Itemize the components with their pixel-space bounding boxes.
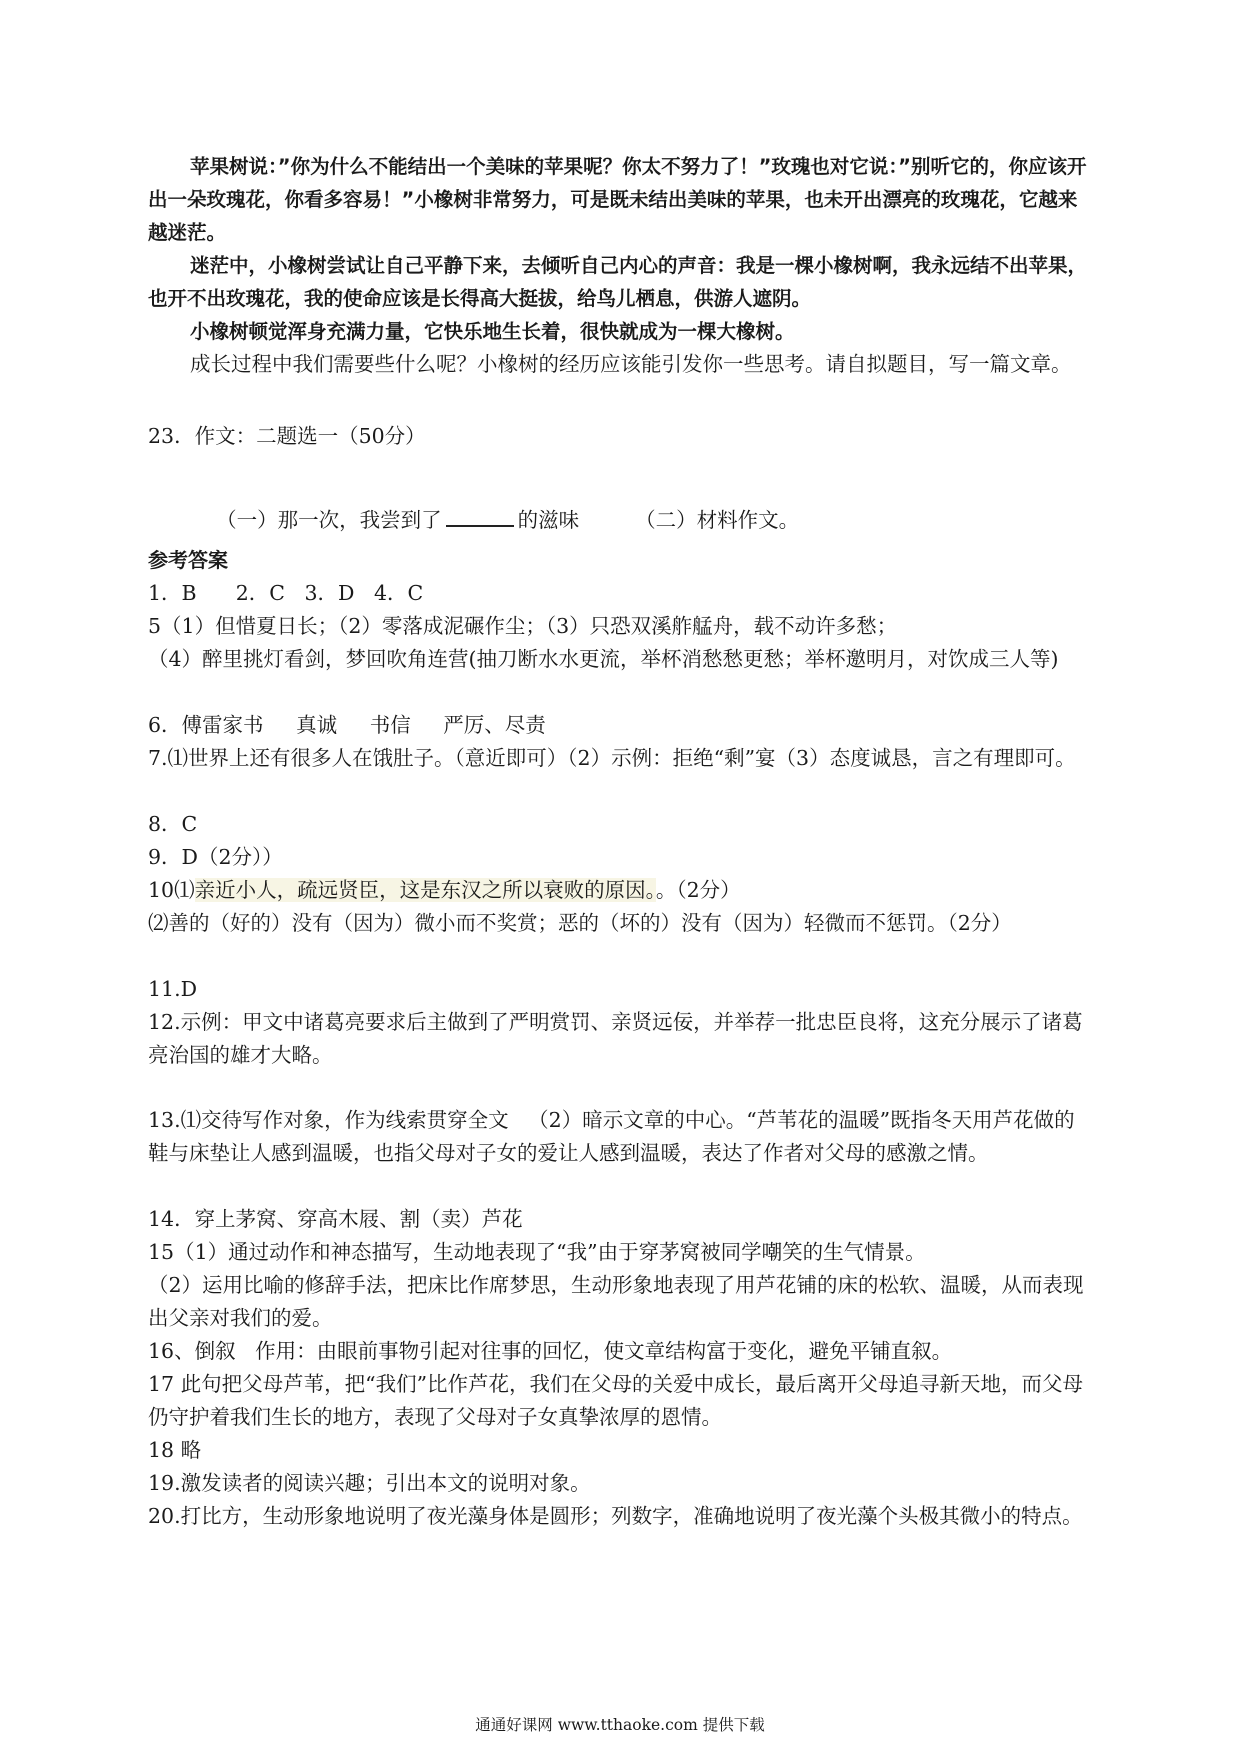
option-2: （二）材料作文。	[635, 508, 800, 532]
answer-11: 11.D	[148, 977, 198, 1001]
answer-10-highlight: 亲近小人，疏远贤臣，这是东汉之所以衰败的原因。	[194, 878, 656, 902]
answer-10-prefix: 10⑴	[148, 878, 195, 902]
option-1-before: （一）那一次，我尝到了	[216, 508, 442, 532]
material-paragraph-1: 苹果树说：”你为什么不能结出一个美味的苹果呢？你太不努力了！”玫瑰也对它说：”别听它的，你应该开出一朵玫瑰花，你看多容易！”小橡树非常努力，可是既未结出美味的苹果，也未开出漂亮的玫瑰花，它越来越迷茫。	[148, 155, 1087, 244]
answer-16: 16、倒叙 作用：由眼前事物引起对往事的回忆，使文章结构富于变化，避免平铺直叙。	[148, 1339, 953, 1363]
answer-18: 18 略	[148, 1438, 202, 1462]
answer-13: 13.⑴交待写作对象，作为线索贯穿全文 （2）暗示文章的中心。“芦苇花的温暖”既指冬天用芦花做的鞋与床垫让人感到温暖，也指父母对子女的爱让人感到温暖，表达了作者对父母的感激之情。	[148, 1108, 1075, 1165]
answer-10-part1	[148, 874, 1094, 907]
answer-8: 8．C	[148, 812, 198, 836]
answer-1-4: 1．B 2．C 3．D 4．C	[148, 581, 424, 605]
option-1-after: 的滋味	[517, 508, 580, 532]
material-paragraph-3: 小橡树顿觉浑身充满力量，它快乐地生长着，很快就成为一棵大橡树。	[190, 320, 795, 343]
answer-17: 17 此句把父母芦苇，把“我们”比作芦花，我们在父母的关爱中成长，最后离开父母追寻新天地，而父母仍守护着我们生长的地方，表现了父母对子女真挚浓厚的恩情。	[148, 1372, 1084, 1429]
answer-15-line2: （2）运用比喻的修辞手法，把床比作席梦思，生动形象地表现了用芦花铺的床的松软、温暖，从而表现出父亲对我们的爱。	[148, 1273, 1084, 1330]
answer-10-part2: ⑵善的（好的）没有（因为）微小而不奖赏；恶的（坏的）没有（因为）轻微而不惩罚。（2分）	[148, 911, 1012, 935]
fill-blank-line	[446, 505, 514, 527]
answer-14: 14．穿上茅窝、穿高木屐、割（卖）芦花	[148, 1207, 523, 1231]
answer-9: 9．D（2分））	[148, 845, 283, 869]
material-paragraph-2: 迷茫中，小橡树尝试让自己平静下来，去倾听自己内心的声音：我是一棵小橡树啊，我永远结不出苹果，也开不出玫瑰花，我的使命应该是长得高大挺拔，给鸟儿栖息，供游人遮阴。	[148, 254, 1088, 310]
question-23-title: 23．作文：二题选一（50分）	[148, 424, 426, 448]
page-footer: 通通好课网 www.tthaoke.com 提供下载	[475, 1716, 765, 1734]
answer-19: 19.激发读者的阅读兴趣；引出本文的说明对象。	[148, 1471, 591, 1495]
answer-12: 12.示例：甲文中诸葛亮要求后主做到了严明赏罚、亲贤远佞，并举荐一批忠臣良将，这充分展示了诸葛亮治国的雄才大略。	[148, 1010, 1083, 1067]
answer-7: 7.⑴世界上还有很多人在饿肚子。（意近即可）（2）示例：拒绝“剩”宴（3）态度诚恳，言之有理即可。	[148, 746, 1076, 770]
answer-15-line1: 15（1）通过动作和神态描写，生动地表现了“我”由于穿茅窝被同学嘲笑的生气情景。	[148, 1240, 926, 1264]
question-23-options	[190, 471, 1090, 570]
answers-heading: 参考答案	[148, 548, 228, 572]
answer-20: 20.打比方，生动形象地说明了夜光藻身体是圆形；列数字，准确地说明了夜光藻个头极其微小的特点。	[148, 1504, 1083, 1528]
answer-10-suffix: 。（2分）	[655, 878, 741, 902]
answer-5-line2: （4）醉里挑灯看剑，梦回吹角连营(抽刀断水水更流，举杯消愁愁更愁；举杯邀明月，对饮成三人等)	[148, 647, 1059, 671]
answer-6: 6．傅雷家书 真诚 书信 严厉、尽责	[148, 713, 546, 737]
material-paragraph-4: 成长过程中我们需要些什么呢？小橡树的经历应该能引发你一些思考。请自拟题目，写一篇文章。	[190, 352, 1072, 376]
answer-5-line1: 5（1）但惜夏日长；（2）零落成泥碾作尘；（3）只恐双溪舴艋舟，载不动许多愁；	[148, 614, 898, 638]
